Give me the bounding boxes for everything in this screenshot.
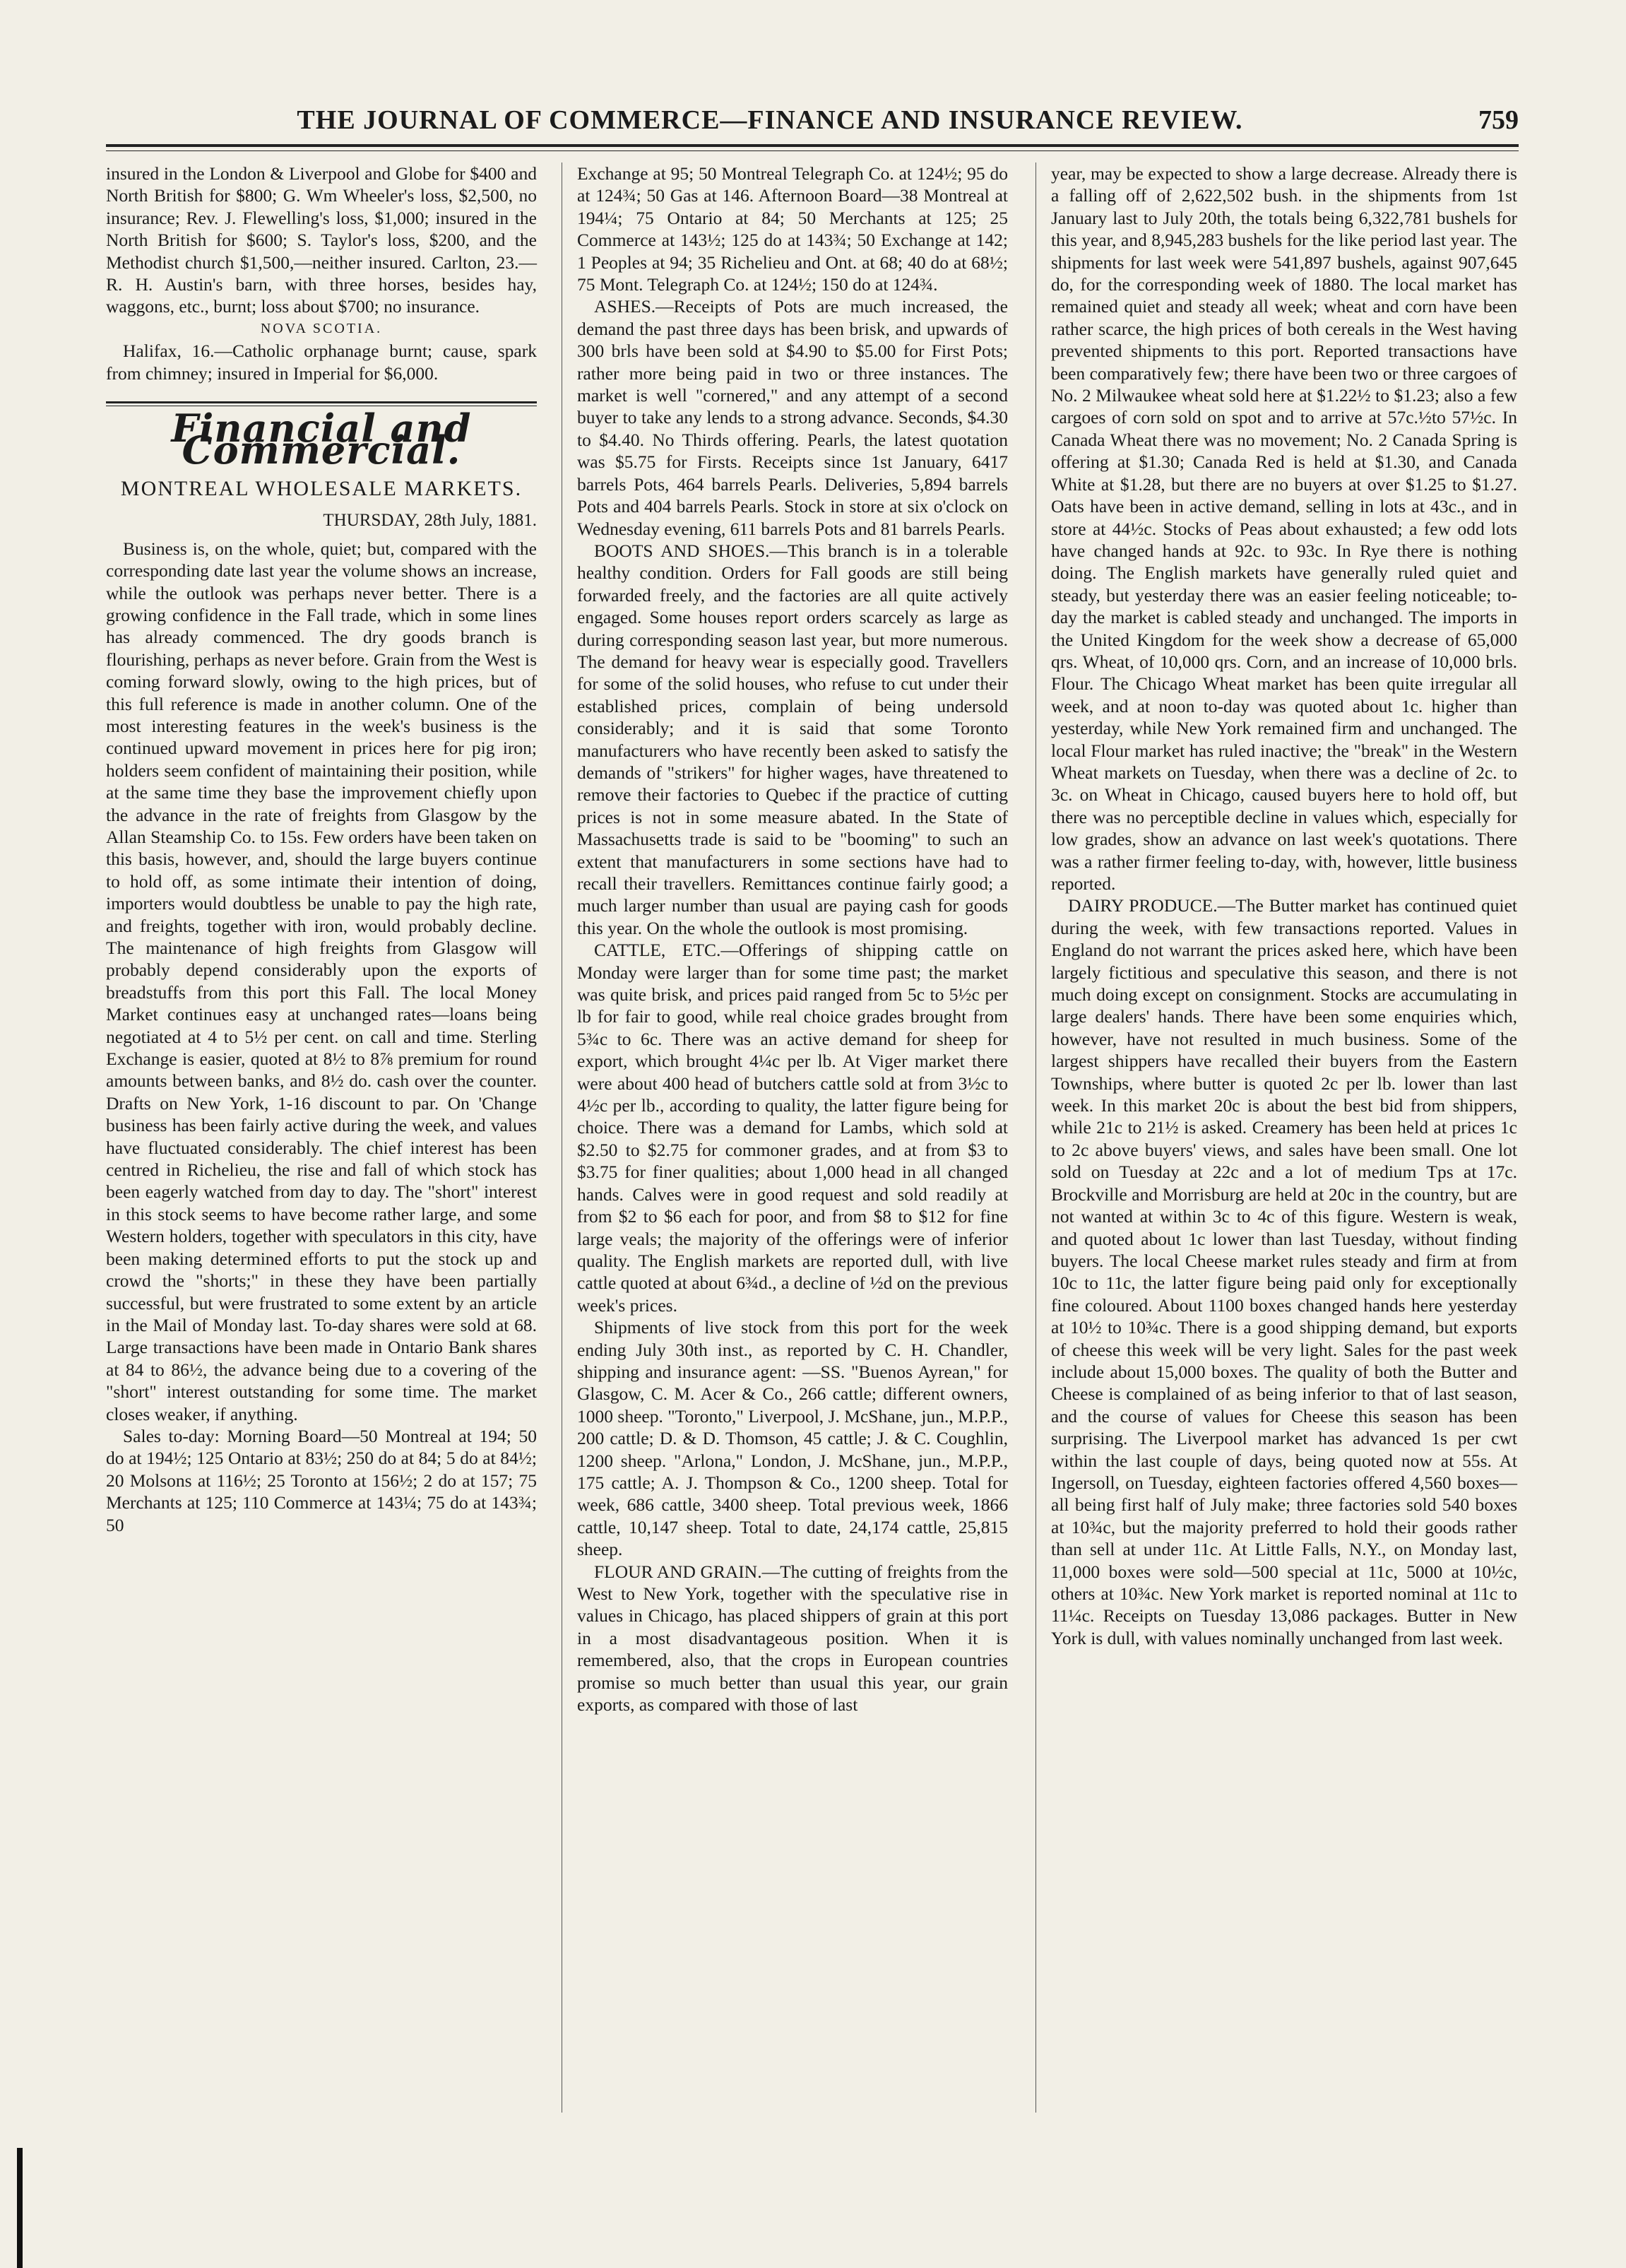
markets-heading: MONTREAL WHOLESALE MARKETS. — [120, 476, 523, 500]
shipments-paragraph: Shipments of live stock from this port for the week ending July 30th inst., as reported by C. H. Chandler, shipping and insurance agent: —SS. "Buenos Ayrean," for Glasgow, C. M. Acer & Co., 266 cattle; different owners, 1000 sheep. "Toronto," Liverpool, J. McShane, jun., M.P.P., 200 cattle; D. & D. Thomson, 45 cattle; J. & C. Coughlin, 1200 sheep. "Arlona," London, J. McShane, jun., M.P.P., 175 cattle; A. J. Thompson & Co., 1200 sheep. Total for week, 686 cattle, 3400 sheep. Total previous week, 1866 cattle, 10,147 sheep. Total to date, 24,174 cattle, 25,815 sheep. — [577, 1317, 1008, 1560]
cattle-paragraph: CATTLE, ETC.—Offerings of shipping cattle on Monday were larger than for some time past; the market was quite brisk, and prices paid ranged from 5c to 5½c per lb for fair to good, while real choice grades brought from 5¾c to 6c. There was an active demand for sheep for export, which brought 4¼c per lb. At Viger market there were about 400 head of butchers cattle sold at from 3½c to 4½c per lb., according to quality, the latter figure being for choice. There was a demand for Lambs, which sold at $2.50 to $2.75 for commoner grades, and at from $3 to $3.75 for finer qualities; about 1,000 head in all changed hands. Calves were in good request and sold readily at from $2 to $6 each for poor, and from $8 to $12 for fine large veals; the majority of the offerings were of inferior quality. The English markets are reported dull, with live cattle quoted at about 6¾d., a decline of ½d on the previous week's prices. — [577, 940, 1008, 1316]
sales-paragraph: Sales to-day: Morning Board—50 Montreal at 194; 50 do at 194½; 125 Ontario at 83½; 250 do at 84; 5 do at 84½; 20 Molsons at 116½; 25 Toronto at 156½; 2 do at 157; 75 Merchants at 125; 110 Commerce at 143¼; 75 do at 143¾; 50 — [106, 1425, 537, 1535]
ashes-paragraph: ASHES.—Receipts of Pots are much increased, the demand the past three days has been brisk, and upwards of 300 brls have been sold at $4.90 to $5.00 for First Pots; rather more being paid in two or three instances. The market is well "cornered," and any attempt of a second buyer to take any lends to a strong advance. Seconds, $4.30 to $4.40. No Thirds offering. Pearls, the latest quotation was $5.75 for Firsts. Receipts since 1st January, 6417 barrels Pots, 464 barrels Pearls. Deliveries, 5,894 barrels Pots and 404 barrels Pearls. Stock in store at six o'clock on Wednesday evening, 611 barrels Pots and 81 barrels Pearls. — [577, 296, 1008, 539]
running-header: THE JOURNAL OF COMMERCE—FINANCE AND INSURANCE REVIEW. — [297, 105, 1243, 135]
section-title: Financial and Commercial. — [171, 406, 472, 473]
margin-mark — [17, 2148, 23, 2268]
flour-grain-paragraph: FLOUR AND GRAIN.—The cutting of freights from the West to New York, together with the speculative rise in values in Chicago, has placed shippers of grain at this port in a most disadvantageous position. When it is remembered, also, that the crops in European countries promise so much better than usual this year, our grain exports, as compared with those of last — [577, 1561, 1008, 1715]
boots-shoes-paragraph: BOOTS AND SHOES.—This branch is in a tolerable healthy condition. Orders for Fall goods are still being forwarded freely, and the factories are all quite actively engaged. Some houses report orders scarcely as large as during corresponding season last year, but more numerous. The demand for heavy wear is especially good. Travellers for some of the solid houses, who refuse to cut under their established prices, complain of being undersold considerably; and it is said that some Toronto manufacturers who have recently been asked to satisfy the demands of "strikers" for higher wages, have threatened to remove their factories to Quebec if the practice of cutting prices is not in some measure abated. In the State of Massachusetts trade is said to be "booming" to such an extent that manufacturers in some sections have had to recall their travellers. Remittances continue fairly good; a much larger number than usual are paying cash for goods this year. On the whole the outlook is most promising. — [577, 540, 1008, 938]
fire-report-paragraph: insured in the London & Liverpool and Globe for $400 and North British for $800; G. Wm Wheeler's loss, $2,500, no insurance; Rev. J. Flewelling's loss, $1,000; insured in the North British for $600; S. Taylor's loss, $200, and the Methodist church $1,500,—neither insured. Carlton, 23.—R. H. Austin's barn, with three horses, besides hay, waggons, etc., burnt; loss about $700; no insurance. — [106, 163, 537, 317]
grain-continued-paragraph: year, may be expected to show a large decrease. Already there is a falling off of 2,622,502 bush. in the shipments from 1st January last to July 20th, the totals being 6,322,781 bushels for this year, and 8,945,283 bushels for the like period last year. The shipments for last week were 541,897 bushels, against 907,645 do, for the corresponding week of 1880. The local market has remained quiet and steady all week; wheat and corn have been rather scarce, the high prices of both cereals in the West having prevented shipments to this port. Reported transactions have been comparatively few; there have been two or three cargoes of No. 2 Milwaukee wheat sold here at $1.22½ to $1.23; also a few cargoes of corn sold on spot and to arrive at 57c.½to 57½c. In Canada Wheat there was no movement; No. 2 Canada Spring is offering at $1.30; Canada Red is held at $1.30, and Canada White at $1.28, but there are no buyers at over $1.25 to $1.27. Oats have been in active demand, selling in lots at 43c., and in store at 44½c. Stocks of Peas about exhausted; a few odd lots have changed hands at 92c. to 93c. In Rye there is nothing doing. The English markets have generally ruled quiet and steady, but yesterday there was an easier feeling noticeable; to-day the market is cabled steady and unchanged. The imports in the United Kingdom for the week show a decrease of 65,000 qrs. Wheat, of 10,000 qrs. Corn, and an increase of 10,000 brls. Flour. The Chicago Wheat market has been quite irregular all week, and at noon to-day was quoted about 1c. higher than yesterday, while New York remained firm and unchanged. The local Flour market has ruled inactive; the "break" in the Western Wheat markets on Tuesday, when there was a decline of 2c. to 3c. on Wheat in Chicago, caused buyers here to hold off, but there was no perceptible decline in values which, especially for low grades, show an advance on last week's quotations. There was a rather firmer feeling to-day, with, however, little business reported. — [1051, 163, 1517, 894]
column-2 — [577, 163, 1008, 1715]
section-rule — [106, 401, 537, 403]
page-number: 759 — [1478, 105, 1519, 135]
halifax-paragraph: Halifax, 16.—Catholic orphanage burnt; cause, spark from chimney; insured in Imperial for $6,000. — [106, 341, 537, 384]
business-paragraph: Business is, on the whole, quiet; but, compared with the corresponding date last year the volume shows an increase, while the outlook was perhaps never better. There is a growing confidence in the Fall trade, which in some lines has already commenced. The dry goods branch is flourishing, perhaps as never before. Grain from the West is coming forward slowly, owing to the high prices, but of this full reference is made in another column. One of the most interesting features in the week's business is the continued upward movement in prices here for pig iron; holders seem confident of maintaining their position, while at the same time they base the improvement chiefly upon the advance in the rate of freights from Glasgow by the Allan Steamship Co. to 15s. Few orders have been taken on this basis, however, and, should the large buyers continue to hold off, as some intimate their intention of doing, importers would doubtless be unable to pay the high rate, and freights, together with iron, would probably decline. The maintenance of high freights from Glasgow will probably depend considerably upon the exports of breadstuffs from this port this Fall. The local Money Market continues easy at unchanged rates—loans being negotiated at 4 to 5½ per cent. on call and time. Sterling Exchange is easier, quoted at 8½ to 8⅞ premium for round amounts between banks, and 8½ do. cash over the counter. Drafts on New York, 1-16 discount to par. On 'Change business has been fairly active during the week, and values have fluctuated considerably. The chief interest has been centred in Richelieu, the rise and fall of which stock has been eagerly watched from day to day. The "short" interest in this stock seems to have become rather large, and some Western holders, together with speculators in this city, have been making determined efforts to put the stock up and crowd the "shorts;" in these they have been partially successful, but were frustrated to some extent by an article in the Mail of Monday last. To-day shares were sold at 68. Large transactions have been made in Ontario Bank shares at 84 to 86½, the advance being due to a covering of the "short" interest outstanding for some time. The market closes weaker, if anything. — [106, 538, 538, 1424]
province-heading: NOVA SCOTIA. — [260, 320, 383, 336]
header-rule-thin — [106, 150, 1519, 151]
column-1 — [106, 163, 537, 1536]
exchange-paragraph: Exchange at 95; 50 Montreal Telegraph Co. at 124½; 95 do at 124¾; 50 Gas at 146. Afternoon Board—38 Montreal at 194¼; 75 Ontario at 84; 50 Merchants at 125; 25 Commerce at 143½; 125 do at 143¾; 50 Exchange at 142; 1 Peoples at 94; 35 Richelieu and Ont. at 68; 40 do at 68½; 75 Mont. Telegraph Co. at 124½; 150 do at 124¾. — [577, 163, 1008, 295]
dairy-produce-paragraph: DAIRY PRODUCE.—The Butter market has continued quiet during the week, with few transactions reported. Values in England do not warrant the prices asked here, which have been largely fictitious and speculative this season, and there is not much doing except on consignment. Stocks are accumulating in large dealers' hands. There have been some enquiries which, however, have not resulted in much business. Some of the largest shippers have recalled their buyers from the Eastern Townships, where butter is quoted 2c per lb. lower than last week. In this market 20c is about the best bid from shippers, while 21c to 21½ is asked. Creamery has been held at prices 1c to 2c above buyers' views, and sales have been small. One lot sold on Tuesday at 22c and a lot of medium Tps at 17c. Brockville and Morrisburg are held at 20c in the country, but are not wanted at within 3c to 4c of this figure. Western is weak, and quoted about 1c lower than last Tuesday, without finding buyers. The local Cheese market rules steady and firm at from 10c to 11c, the latter figure being paid only for exceptionally fine coloured. About 1100 boxes changed hands here yesterday at 10½ to 10¾c. There is a good shipping demand, but exports of cheese this week will be very light. Sales for the past week include about 15,000 boxes. The quality of both the Butter and Cheese is complained of as being inferior to that of last season, and the course of values for Cheese this season has been surprising. The Liverpool market has advanced 1s per cwt within the last couple of days, being quoted now at 55s. At Ingersoll, on Tuesday, eighteen factories offered 4,560 boxes—all being first half of July make; three factories sold 540 boxes at 10¾c, but the majority preferred to hold their goods rather than sell at under 11c. At Little Falls, N.Y., on Monday last, 11,000 boxes were sold—500 special at 11c, 5000 at 10½c, others at 10¾c. New York market is reported nominal at 11c to 11¼c. Receipts on Tuesday 13,086 packages. Butter in New York is dull, with values nominally unchanged from last week. — [1051, 895, 1517, 1648]
column-3 — [1051, 163, 1517, 1649]
column-divider — [1035, 163, 1036, 2113]
dateline: THURSDAY, 28th July, 1881. — [323, 511, 537, 531]
header-rule — [106, 144, 1519, 147]
